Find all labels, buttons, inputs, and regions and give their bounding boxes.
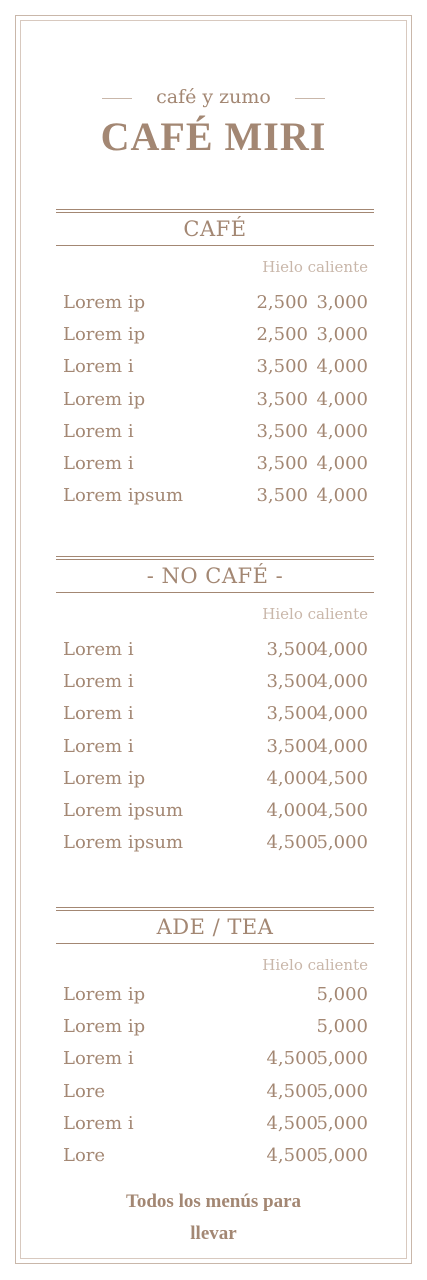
item-name: Lorem i <box>63 452 134 474</box>
menu-item <box>56 635 374 667</box>
item-price-hot: 4,000 <box>316 639 368 660</box>
section-heading: ADE / TEA <box>156 915 274 939</box>
item-name: Lore <box>63 1144 106 1166</box>
item-name: Lorem i <box>63 639 134 660</box>
takeout-note-line2: llevar <box>190 1223 237 1244</box>
item-price-hot: 5,000 <box>316 984 368 1005</box>
menu-item <box>56 352 374 384</box>
section-heading: - NO CAFÉ - <box>146 564 284 588</box>
menu-item <box>56 1012 374 1044</box>
menu-item <box>56 980 374 1012</box>
item-price-ice: 4,500 <box>266 1080 318 1102</box>
menu-section-no-cafe <box>56 556 374 860</box>
takeout-note <box>0 1186 427 1250</box>
item-price-hot: 4,000 <box>316 671 368 693</box>
column-headers: Hielo caliente <box>262 956 368 974</box>
item-name: Lorem ipsum <box>63 799 184 821</box>
item-price-hot: 4,000 <box>316 485 368 507</box>
item-price-ice: 3,500 <box>256 420 308 442</box>
item-price-ice: 4,500 <box>266 832 318 854</box>
item-price-ice: 3,500 <box>266 703 318 725</box>
item-name: Lorem i <box>63 671 134 693</box>
menu-item <box>56 1077 374 1109</box>
menu-item <box>56 481 374 513</box>
item-price-hot: 3,000 <box>316 292 368 313</box>
item-price-ice: 4,500 <box>266 1144 318 1166</box>
item-price-ice: 4,500 <box>266 1048 318 1070</box>
section-heading: CAFÉ <box>183 217 247 241</box>
item-price-hot: 4,000 <box>316 735 368 757</box>
item-name: Lorem ip <box>63 388 146 410</box>
item-name: Lorem ip <box>63 292 146 313</box>
section-rule <box>56 245 374 246</box>
menu-section-cafe <box>56 209 374 513</box>
item-name: Lorem ip <box>63 324 146 346</box>
item-name: Lorem ipsum <box>63 485 184 507</box>
takeout-note-line1: Todos los menús para <box>125 1191 302 1212</box>
item-name: Lorem i <box>63 356 134 378</box>
item-price-ice: 3,500 <box>266 735 318 757</box>
item-name: Lorem i <box>63 420 134 442</box>
item-name: Lorem ip <box>63 1016 146 1038</box>
item-name: Lore <box>63 1080 106 1102</box>
brand-title: CAFÉ MIRI <box>100 114 327 159</box>
item-price-ice: 4,500 <box>266 1112 318 1134</box>
menu-item <box>56 417 374 449</box>
item-name: Lorem ip <box>63 767 146 789</box>
menu-item <box>56 796 374 828</box>
item-price-ice: 3,500 <box>256 452 308 474</box>
item-price-hot: 5,000 <box>316 1112 368 1134</box>
brand-tagline <box>0 86 427 108</box>
tagline-dash-left <box>102 98 132 99</box>
menu-item <box>56 1141 374 1173</box>
item-price-hot: 5,000 <box>316 1048 368 1070</box>
item-name: Lorem i <box>63 735 134 757</box>
menu-item <box>56 764 374 796</box>
item-price-ice: 3,500 <box>266 671 318 693</box>
menu-item <box>56 667 374 699</box>
item-price-hot: 5,000 <box>316 1144 368 1166</box>
item-price-hot: 5,000 <box>316 1080 368 1102</box>
item-name: Lorem i <box>63 1048 134 1070</box>
item-price-ice: 3,500 <box>256 485 308 507</box>
item-price-hot: 4,000 <box>316 452 368 474</box>
item-price-ice: 4,000 <box>266 767 318 789</box>
item-price-ice: 3,500 <box>266 639 318 660</box>
menu-item <box>56 385 374 417</box>
section-rule <box>56 592 374 593</box>
tagline-text: café y zumo <box>156 86 271 108</box>
menu-item <box>56 449 374 481</box>
menu-item <box>56 1044 374 1076</box>
menu-item <box>56 732 374 764</box>
menu-item <box>56 288 374 320</box>
menu-item <box>56 1109 374 1141</box>
menu-section-ade-tea <box>56 907 374 1173</box>
column-headers: Hielo caliente <box>262 258 368 276</box>
section-rule <box>56 943 374 944</box>
item-price-hot: 5,000 <box>316 1016 368 1038</box>
menu-item <box>56 828 374 860</box>
item-price-hot: 4,500 <box>316 767 368 789</box>
item-name: Lorem i <box>63 1112 134 1134</box>
item-price-ice: 3,500 <box>256 356 308 378</box>
item-price-ice: 4,000 <box>266 799 318 821</box>
item-price-ice: 2,500 <box>256 324 308 346</box>
item-price-hot: 4,500 <box>316 799 368 821</box>
column-headers: Hielo caliente <box>262 605 368 623</box>
item-price-hot: 3,000 <box>316 324 368 346</box>
item-price-ice: 3,500 <box>256 388 308 410</box>
item-price-hot: 4,000 <box>316 388 368 410</box>
menu-item <box>56 699 374 731</box>
menu-item <box>56 320 374 352</box>
item-price-ice: 2,500 <box>256 292 308 313</box>
item-price-hot: 5,000 <box>316 832 368 854</box>
item-name: Lorem ipsum <box>63 832 184 854</box>
item-name: Lorem ip <box>63 984 146 1005</box>
item-price-hot: 4,000 <box>316 420 368 442</box>
item-price-hot: 4,000 <box>316 703 368 725</box>
item-name: Lorem i <box>63 703 134 725</box>
tagline-dash-right <box>295 98 325 99</box>
item-price-hot: 4,000 <box>316 356 368 378</box>
